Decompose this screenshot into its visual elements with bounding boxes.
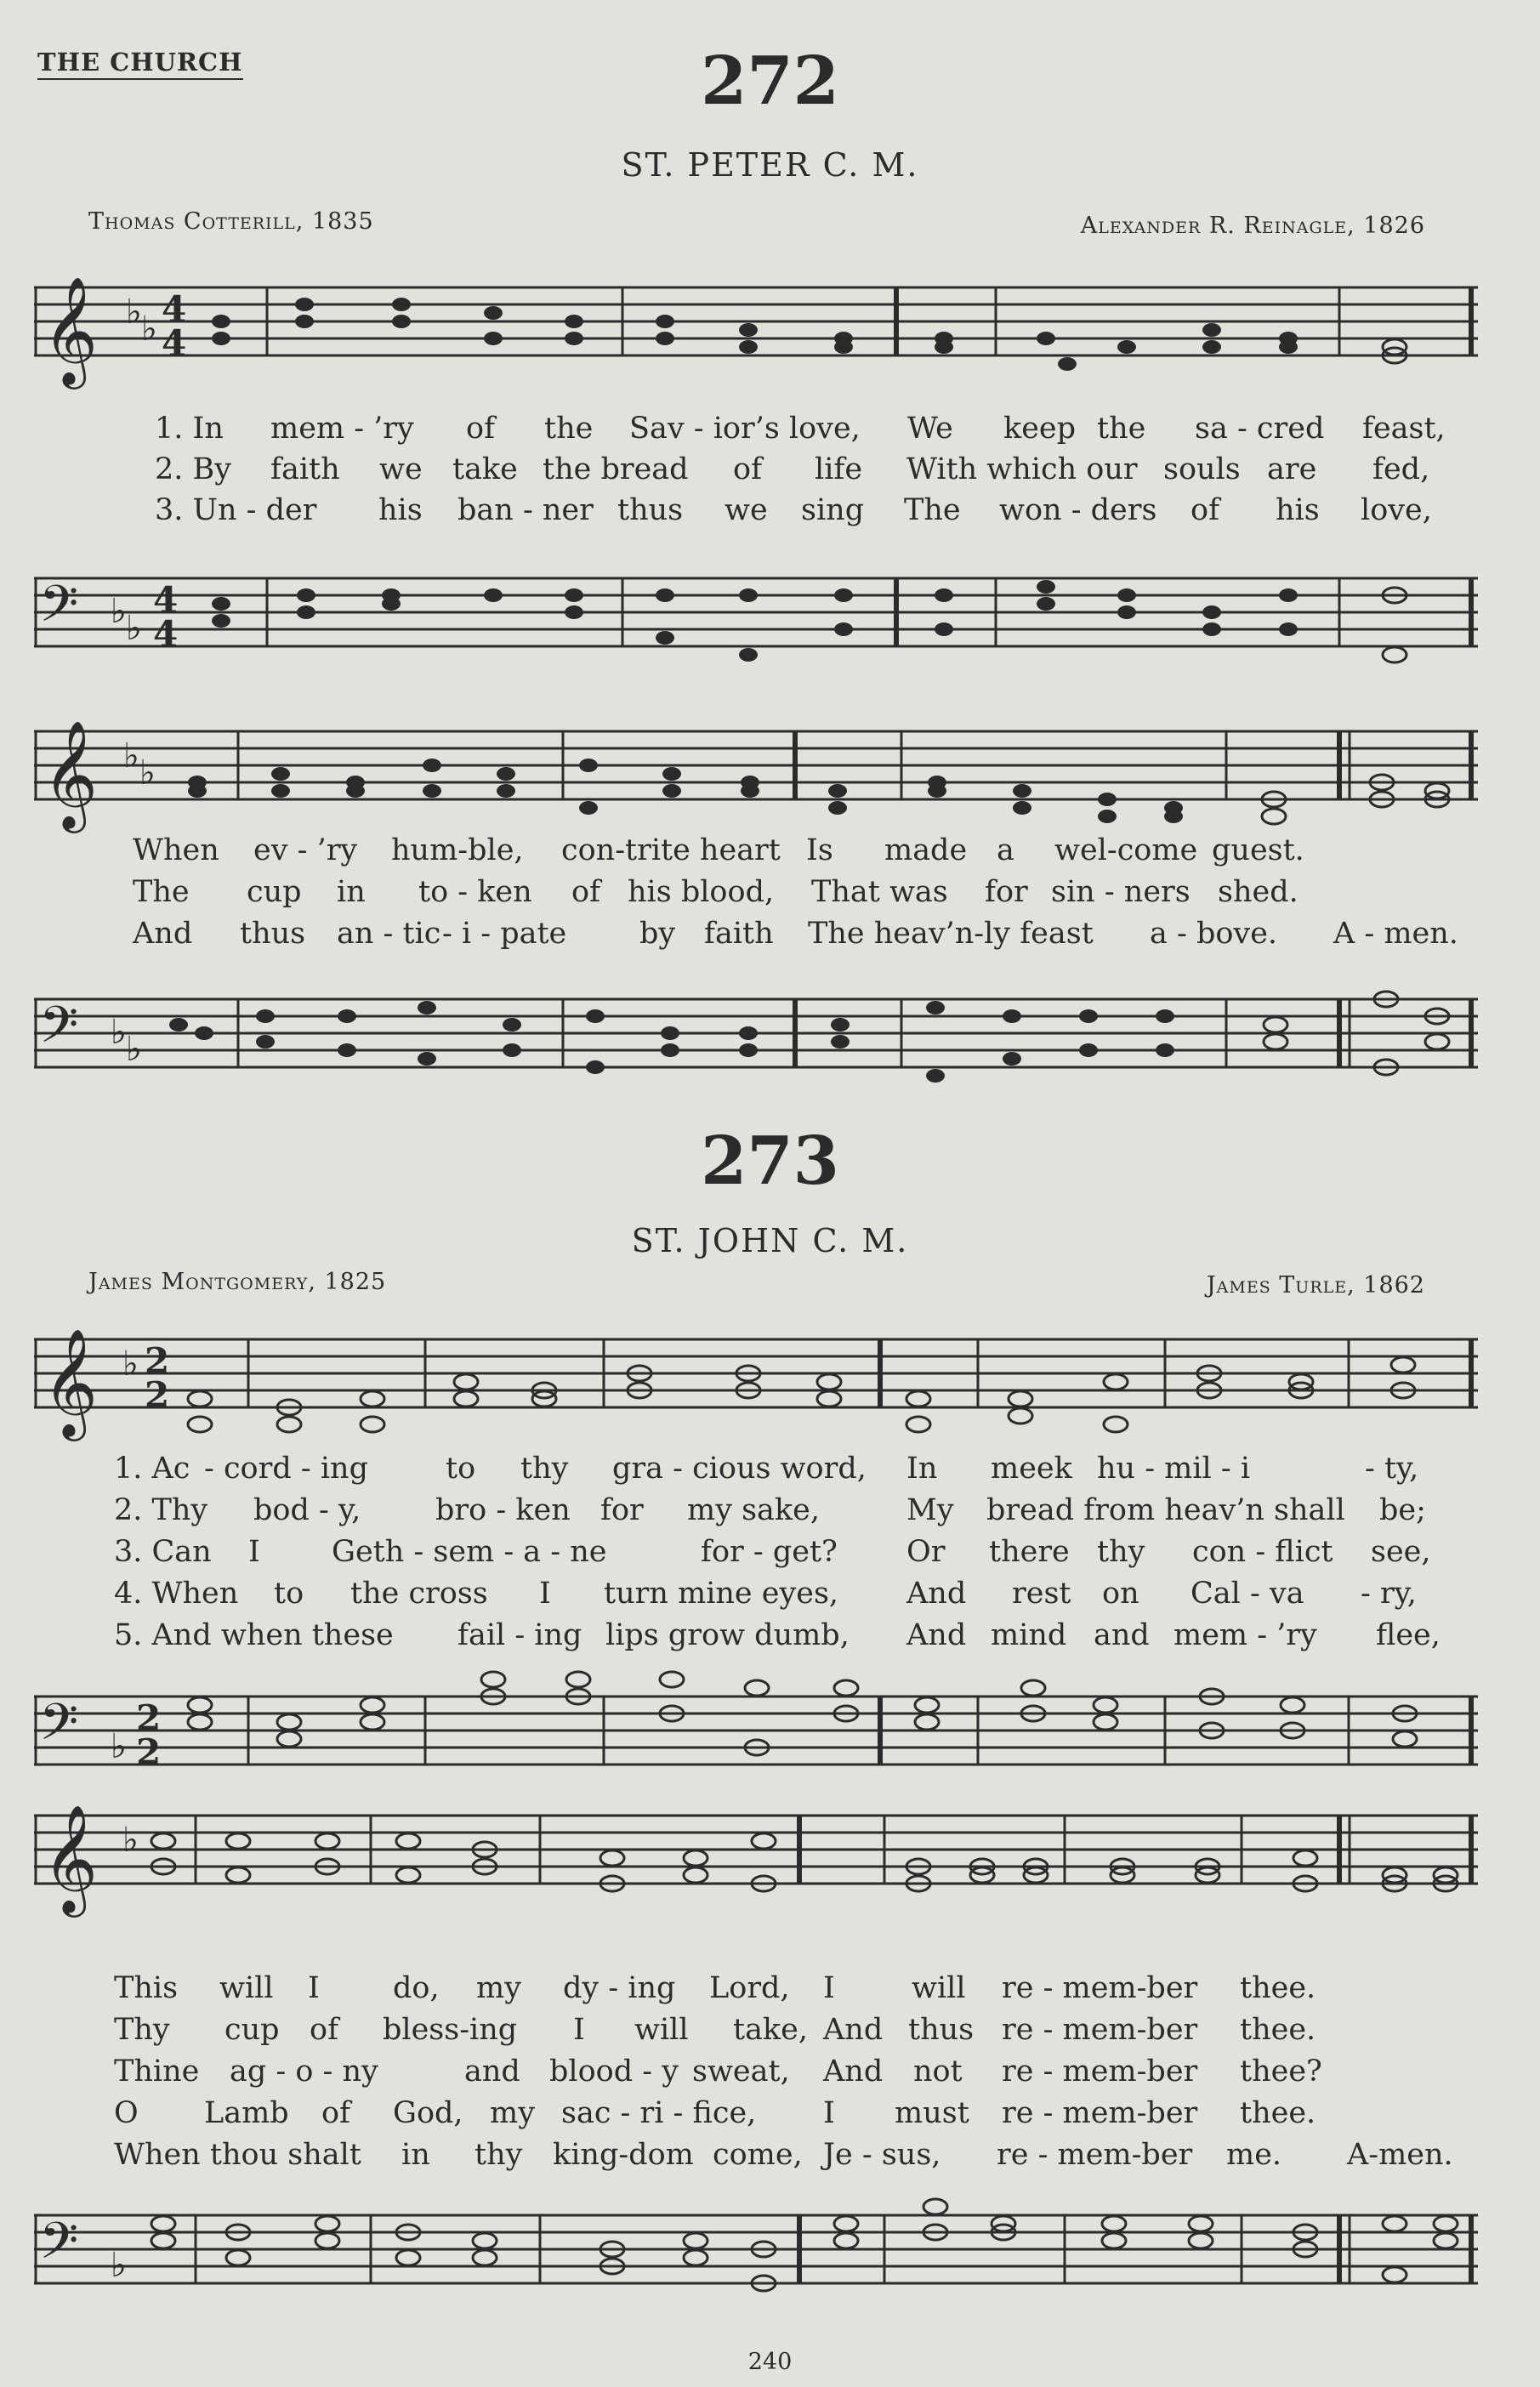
svg-text:♭: ♭ xyxy=(111,2246,127,2285)
svg-text:4: 4 xyxy=(162,288,187,330)
treble-staff-273-system-1 xyxy=(34,1314,1478,1450)
lyric-line-272-s1-v2: 2. By faith we take the bread of life With which our souls are fed, xyxy=(155,452,1430,486)
words-credit-272: Thomas Cotterill, 1835 xyxy=(88,208,374,235)
svg-text:𝄞: 𝄞 xyxy=(43,276,99,384)
svg-text:♭: ♭ xyxy=(111,1727,127,1766)
hymn-number-273: 273 xyxy=(701,1122,839,1200)
lyric-line-272-s1-v3: 3. Un - der his ban - ner thus we sing The won - ders of his love, xyxy=(155,493,1432,527)
svg-text:𝄢: 𝄢 xyxy=(39,1692,79,1764)
svg-text:2: 2 xyxy=(136,1731,162,1773)
svg-text:𝄞: 𝄞 xyxy=(43,1327,99,1436)
bass-staff-272-system-1 xyxy=(34,544,1478,680)
svg-text:♭: ♭ xyxy=(139,753,156,793)
svg-text:♭: ♭ xyxy=(122,1821,139,1860)
svg-text:4: 4 xyxy=(162,322,187,364)
svg-text:𝄢: 𝄢 xyxy=(39,2211,79,2282)
bass-staff-272-system-2 xyxy=(34,965,1478,1101)
treble-staff-272-system-1 xyxy=(34,270,1478,394)
svg-text:2: 2 xyxy=(145,1374,170,1416)
lyric-line-273-s2-v5: When thou shalt in thy king-dom come, Je - sus, re - mem-ber me. A-men. xyxy=(114,2138,1453,2172)
svg-text:♭: ♭ xyxy=(126,609,142,648)
svg-text:♭: ♭ xyxy=(141,310,157,349)
bass-staff-273-system-1 xyxy=(34,1654,1478,1803)
music-credit-273: James Turle, 1862 xyxy=(1206,1272,1425,1299)
lyric-line-273-s2-v1: This will I do, my dy - ing Lord, I will re - mem-ber thee. xyxy=(114,1971,1316,2005)
lyric-line-272-s1-v1: 1. In mem - ’ry of the Sav - ior’s love, We keep the sa - cred feast, xyxy=(155,412,1446,446)
svg-text:♭: ♭ xyxy=(123,736,139,776)
lyric-line-273-s1-v1: 1. Ac - cord - ing to thy gra - cious word, In meek hu - mil - i - ty, xyxy=(114,1452,1419,1486)
lyric-line-273-s1-v5: 5. And when these fail - ing lips grow dumb, And mind and mem - ’ry flee, xyxy=(114,1618,1441,1652)
svg-text:𝄢: 𝄢 xyxy=(39,574,79,645)
lyric-line-273-s1-v2: 2. Thy bod - y, bro - ken for my sake, My bread from heav’n shall be; xyxy=(114,1493,1426,1527)
lyric-line-273-s2-v4: O Lamb of God, my sac - ri - fice, I must re - mem-ber thee. xyxy=(114,2096,1316,2130)
treble-staff-272-system-2 xyxy=(34,697,1478,833)
running-head: THE CHURCH xyxy=(37,48,243,80)
lyric-line-273-s1-v3: 3. Can I Geth - sem - a - ne for - get? Or there thy con - flict see, xyxy=(114,1535,1431,1569)
lyric-line-273-s1-v4: 4. When to the cross I turn mine eyes, And rest on Cal - va - ry, xyxy=(114,1577,1417,1611)
lyric-line-272-s2-v3: And thus an - tic - i - pate by faith The heav’n-ly feast a - bove. A - men. xyxy=(133,917,1458,951)
words-credit-273: James Montgomery, 1825 xyxy=(88,1269,387,1295)
bass-staff-273-system-2 xyxy=(34,2173,1478,2313)
page-number: 240 xyxy=(747,2349,793,2375)
lyric-line-273-s2-v3: Thine ag - o - ny and blood - y sweat, And not re - mem-ber thee? xyxy=(114,2055,1322,2089)
svg-text:♭: ♭ xyxy=(126,1030,142,1069)
svg-text:4: 4 xyxy=(153,579,179,621)
svg-text:♭: ♭ xyxy=(126,293,142,332)
tune-title-st-john: ST. JOHN C. M. xyxy=(631,1222,909,1259)
svg-text:♭: ♭ xyxy=(122,1344,139,1384)
svg-text:♭: ♭ xyxy=(111,592,127,631)
lyric-line-272-s2-v1: When ev - ’ry hum-ble, con-trite heart Is made a wel-come guest. xyxy=(133,833,1304,867)
lyric-line-273-s2-v2: Thy cup of bless-ing I will take, And thus re - mem-ber thee. xyxy=(114,2013,1316,2047)
music-credit-272: Alexander R. Reinagle, 1826 xyxy=(1080,213,1425,239)
treble-staff-273-system-2 xyxy=(34,1790,1478,1926)
lyric-line-272-s2-v2: The cup in to - ken of his blood, That was for sin - ners shed. xyxy=(133,875,1298,909)
svg-text:𝄞: 𝄞 xyxy=(43,1804,99,1912)
svg-text:𝄢: 𝄢 xyxy=(39,995,79,1066)
svg-text:♭: ♭ xyxy=(111,1013,127,1052)
svg-text:𝄞: 𝄞 xyxy=(43,719,99,828)
svg-text:2: 2 xyxy=(145,1340,170,1382)
hymn-number-272: 272 xyxy=(701,43,839,120)
tune-title-st-peter: ST. PETER C. M. xyxy=(621,146,919,184)
svg-text:4: 4 xyxy=(153,613,179,655)
svg-text:2: 2 xyxy=(136,1697,162,1739)
